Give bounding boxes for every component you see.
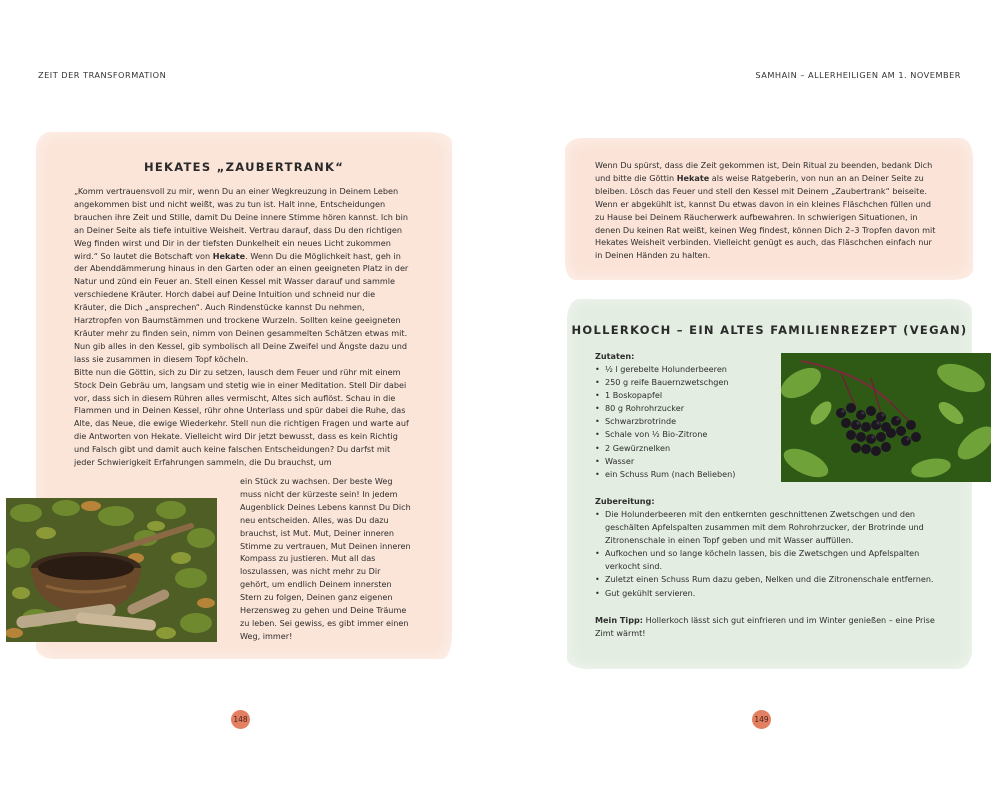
- ingredient-item: • 250 g reife Bauernzwetschgen: [595, 376, 735, 389]
- ingredient-item: • Schwarzbrotrinde: [595, 415, 735, 428]
- ingredients-label: Zutaten:: [595, 351, 635, 361]
- running-head-left: ZEIT DER TRANSFORMATION: [38, 70, 167, 80]
- hekate-bold: Hekate: [212, 250, 246, 261]
- left-body-text: [74, 185, 410, 469]
- preparation-list: [595, 508, 940, 600]
- preparation-step: • Zuletzt einen Schuss Rum dazu geben, Nelken und die Zitronenschale entfernen.: [595, 573, 940, 586]
- ingredient-item: • Wasser: [595, 455, 735, 468]
- page-number-left: 148: [231, 710, 250, 729]
- tip-label: Mein Tipp:: [595, 615, 644, 625]
- cauldron-photo: [6, 498, 217, 642]
- recipe-title: HOLLERKOCH – EIN ALTES FAMILIENREZEPT (VEGAN): [571, 323, 968, 337]
- ingredient-item: • 80 g Rohrohrzucker: [595, 402, 735, 415]
- ingredients-list: [595, 363, 735, 481]
- preparation-label: Zubereitung:: [595, 496, 655, 506]
- left-paragraph-2-wrap: ein Stück zu wachsen. Der beste Weg muss nicht der kürzeste sein! In jedem Augenblick Deines Lebens kannst Du Dich neu entscheiden. Alles, was Du dazu brauchst, ist Mut. Mut, Deiner inneren Stimme zu vertrauen, Mut Deinen inneren Kompass zu justieren. Mut all das loszulassen, was nicht mehr zu Dir gehört, um endlich Deinem innersten Stern zu folgen, Deinen ganz eigenen Herzensweg zu gehen und Deine Träume zu leben. Sei gewiss, es gibt immer einen Weg, immer!: [240, 476, 411, 641]
- preparation-step: • Die Holunderbeeren mit den entkernten geschnittenen Zwetschgen und den geschälten Apfelspalten zusammen mit dem Rohrohrzucker, der Brotrinde und Zitronenschale in einen Topf geben und mit Wasser auffüllen.: [595, 508, 940, 547]
- left-paragraph-2: Bitte nun die Göttin, sich zu Dir zu setzen, lausch dem Feuer und rühr mit einem Stock Dein Gebräu um, langsam und stetig wie in einer Meditation. Stell Dir dabei vor, dass sich in diesem Rühren alles vermischt, Altes sich auflöst. Schau in die Flammen und in Deinen Kessel, rühr ohne Unterlass und spür dabei die Ruhe, das Alte, das Neue, die ewige Wiederkehr. Stell nun die richtigen Fragen und warte auf die Antworten von Hekate. Vielleicht wird Dir jetzt bewusst, dass es kein Richtig und Falsch gibt und damit auch keine falschen Entscheidungen? Du darfst mit jeder Schwierigkeit Erfahrungen sammeln, die Du brauchst, um: [74, 366, 409, 468]
- hekate-bold-right: Hekate: [676, 172, 710, 183]
- preparation-step: • Aufkochen und so lange köcheln lassen, bis die Zwetschgen und Apfelspalten verkocht sind.: [595, 547, 940, 573]
- ingredient-item: • ½ l gerebelte Holunderbeeren: [595, 363, 735, 376]
- page-title: HEKATES „ZAUBERTRANK“: [143, 160, 345, 174]
- ingredient-item: • Schale von ½ Bio-Zitrone: [595, 428, 735, 441]
- left-paragraph-1: „Komm vertrauensvoll zu mir, wenn Du an einer Wegkreuzung in Deinem Leben angekommen bist und nicht weißt, was zu tun ist. Halt inne, Entscheidungen brauchen ihre Zeit und Stille, damit Du Deine innere Stimme hören kannst. Ich bin an Deiner Seite als tiefe intuitive Weisheit. Vertrau darauf, dass Du den richtigen Weg finden wirst und Dir in der tiefsten Dunkelheit ein neues Licht zukommen wird.“ So lautet die Botschaft von Hekate. Wenn Du die Möglichkeit hast, geh in der Abenddämmerung hinaus in den Garten oder an einen geeigneten Platz in der Natur und zünd ein Feuer an. Stell einen Kessel mit Wasser darauf und sammle verschiedene Kräuter. Horch dabei auf Deine Intuition und schneid nur die Kräuter, die Dich „ansprechen“. Auch Rindenstücke kannst Du nehmen, Harztropfen von Baumstämmen und trockene Wurzeln. Sollten keine geeigneten Kräuter mehr zu finden sein, nimm von Deinen gesammelten Schätzen etwas mit. Nun gib alles in den Kessel, gib symbolisch all Deine Zweifel und Ängste dazu und lass sie zusammen in diesem Topf köcheln.: [74, 186, 409, 364]
- elderberry-photo: [781, 353, 991, 482]
- running-head-right: SAMHAIN – ALLERHEILIGEN AM 1. NOVEMBER: [755, 70, 961, 80]
- ingredient-item: • 1 Boskopapfel: [595, 389, 735, 402]
- tip-text: Mein Tipp: Hollerkoch lässt sich gut einfrieren und im Winter genießen – eine Prise Zimt wärmt!: [595, 615, 935, 639]
- ingredient-item: • 2 Gewürznelken: [595, 442, 735, 455]
- page-number-right: 149: [752, 710, 771, 729]
- ingredient-item: • ein Schuss Rum (nach Belieben): [595, 468, 735, 481]
- preparation-step: • Gut gekühlt servieren.: [595, 587, 940, 600]
- right-top-text: Wenn Du spürst, dass die Zeit gekommen ist, Dein Ritual zu beenden, bedank Dich und bitte die Göttin Hekate als weise Ratgeberin, von nun an an Deiner Seite zu bleiben. Lösch das Feuer und stell den Kessel mit Deinem „Zaubertrank“ beiseite. Wenn er abgekühlt ist, kannst Du etwas davon in ein kleines Fläschchen füllen und zu Hause bei Deinem Räucherwerk aufbewahren. In schwierigen Situationen, in denen Du keinen Rat weißt, keinen Weg findest, können Dich 2–3 Tropfen davon mit Hekates Weisheit verbinden. Vielleicht genügt es auch, das Fläschchen einfach nur in Deinen Händen zu halten.: [595, 160, 936, 261]
